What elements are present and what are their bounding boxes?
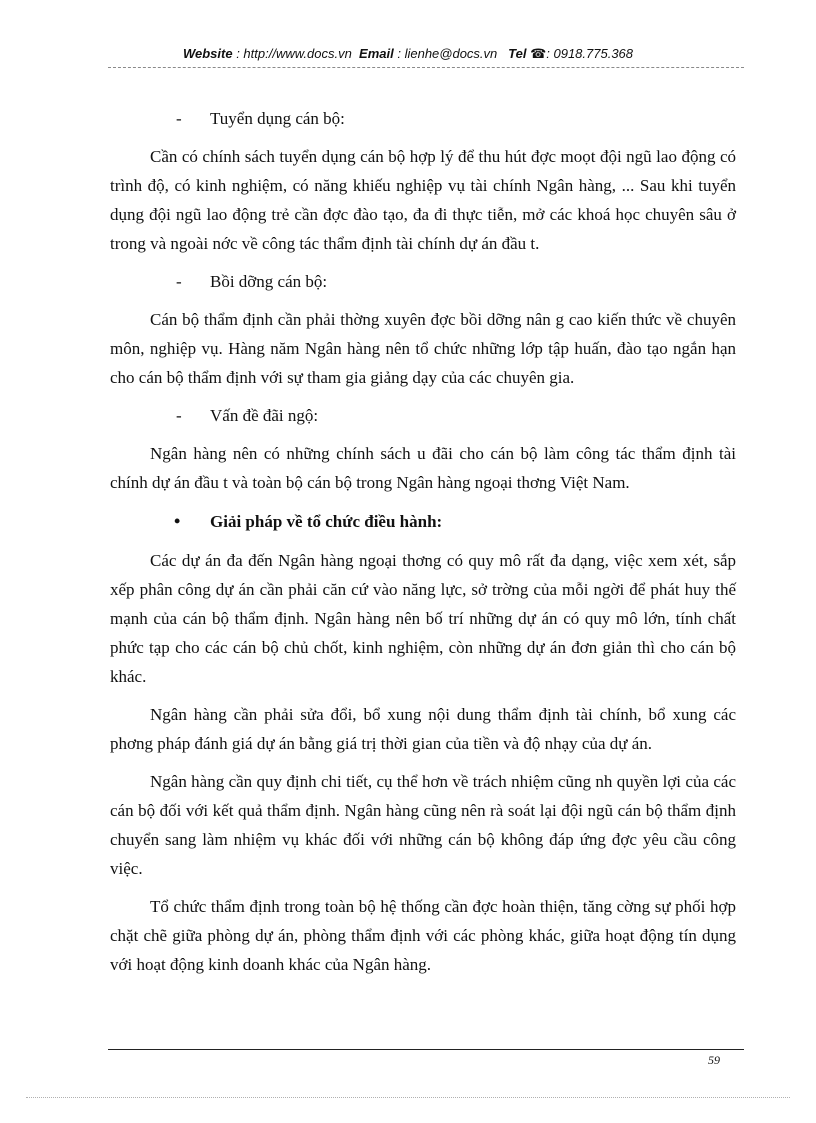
header-divider [108,67,744,68]
paragraph-assignment: Các dự án đa đến Ngân hàng ngoại thơng có quy mô rất đa dạng, việc xem xét, sắp xếp phân công dự án cần phải căn cứ vào năng lực, sở trờng của mỗi ngời để phát huy thế mạnh của cán bộ thẩm định. Ngân hàng nên bố trí những dự án có quy mô lớn, tính chất phức tạp cho các cán bộ chủ chốt, kinh nghiệm, còn những dự án đơn giản thì cho cán bộ khác. [110,551,736,686]
page-number: 59 [708,1053,720,1067]
dash-marker: - [176,406,182,425]
paragraph-recruitment: Cần có chính sách tuyển dụng cán bộ hợp lý để thu hút đợc moọt đội ngũ lao động có trình độ, có kinh nghiệm, có năng khiếu nghiệp vụ tài chính Ngân hàng, ... Sau khi tuyển dụng đội ngũ lao động trẻ cần đợc đào tạo, đa đi thực tiễn, mở các khoá học chuyên sâu ở trong và ngoài nớc về công tác thẩm định tài chính dự án đầu t. [110,147,736,253]
paragraph-content-revision: Ngân hàng cần phải sửa đổi, bổ xung nội dung thẩm định tài chính, bổ xung các phơng pháp đánh giá dự án bằng giá trị thời gian của tiền và độ nhạy của dự án. [110,705,736,753]
section-heading [110,507,736,536]
paragraph-remuneration: Ngân hàng nên có những chính sách u đãi cho cán bộ làm công tác thẩm định tài chính dự án đầu t và toàn bộ cán bộ trong Ngân hàng ngoại thơng Việt Nam. [110,444,736,492]
telephone-icon: ☎ [530,46,547,61]
page-header [0,46,816,62]
paragraph-organization: Tổ chức thẩm định trong toàn bộ hệ thống cần đợc hoàn thiện, tăng cờng sự phối hợp chặt chẽ giữa phòng dự án, phòng thẩm định với các phòng khác, giữa hoạt động tín dụng với hoạt động kinh doanh khác của Ngân hàng. [110,897,736,974]
section-heading-text: Giải pháp về tổ chức điều hành: [210,512,443,531]
document-body [110,104,736,988]
page-bottom-border [26,1097,790,1098]
dash-marker: - [176,109,182,128]
email-label: Email [359,46,394,61]
list-item-label: Vấn đề đãi ngộ: [210,406,319,425]
website-label: Website [182,46,233,61]
list-item-label: Tuyển dụng cán bộ: [210,109,345,128]
list-item-training [110,267,736,296]
paragraph-training: Cán bộ thẩm định cần phải thờng xuyên đợc bồi dỡng nân g cao kiến thức về chuyên môn, nghiệp vụ. Hàng năm Ngân hàng nên tổ chức những lớp tập huấn, đào tạo ngắn hạn cho cán bộ thẩm định với sự tham gia giảng dạy của các chuyên gia. [110,310,736,387]
paragraph-responsibility: Ngân hàng cần quy định chi tiết, cụ thể hơn về trách nhiệm cũng nh quyền lợi của các cán bộ đối với kết quả thẩm định. Ngân hàng cũng nên rà soát lại đội ngũ cán bộ thẩm định chuyển sang làm nhiệm vụ khác đối với những cán bộ không đáp ứng đợc yêu cầu công việc. [110,772,736,878]
website-value: : http://www.docs.vn [236,46,352,61]
dash-marker: - [176,272,182,291]
bullet-marker: • [174,511,181,531]
list-item-remuneration [110,401,736,430]
list-item-recruitment [110,104,736,133]
tel-label: Tel [508,46,527,61]
footer-divider [108,1049,744,1050]
list-item-label: Bồi dỡng cán bộ: [210,272,328,291]
email-value: : lienhe@docs.vn [397,46,498,61]
tel-value: : 0918.775.368 [546,46,634,61]
